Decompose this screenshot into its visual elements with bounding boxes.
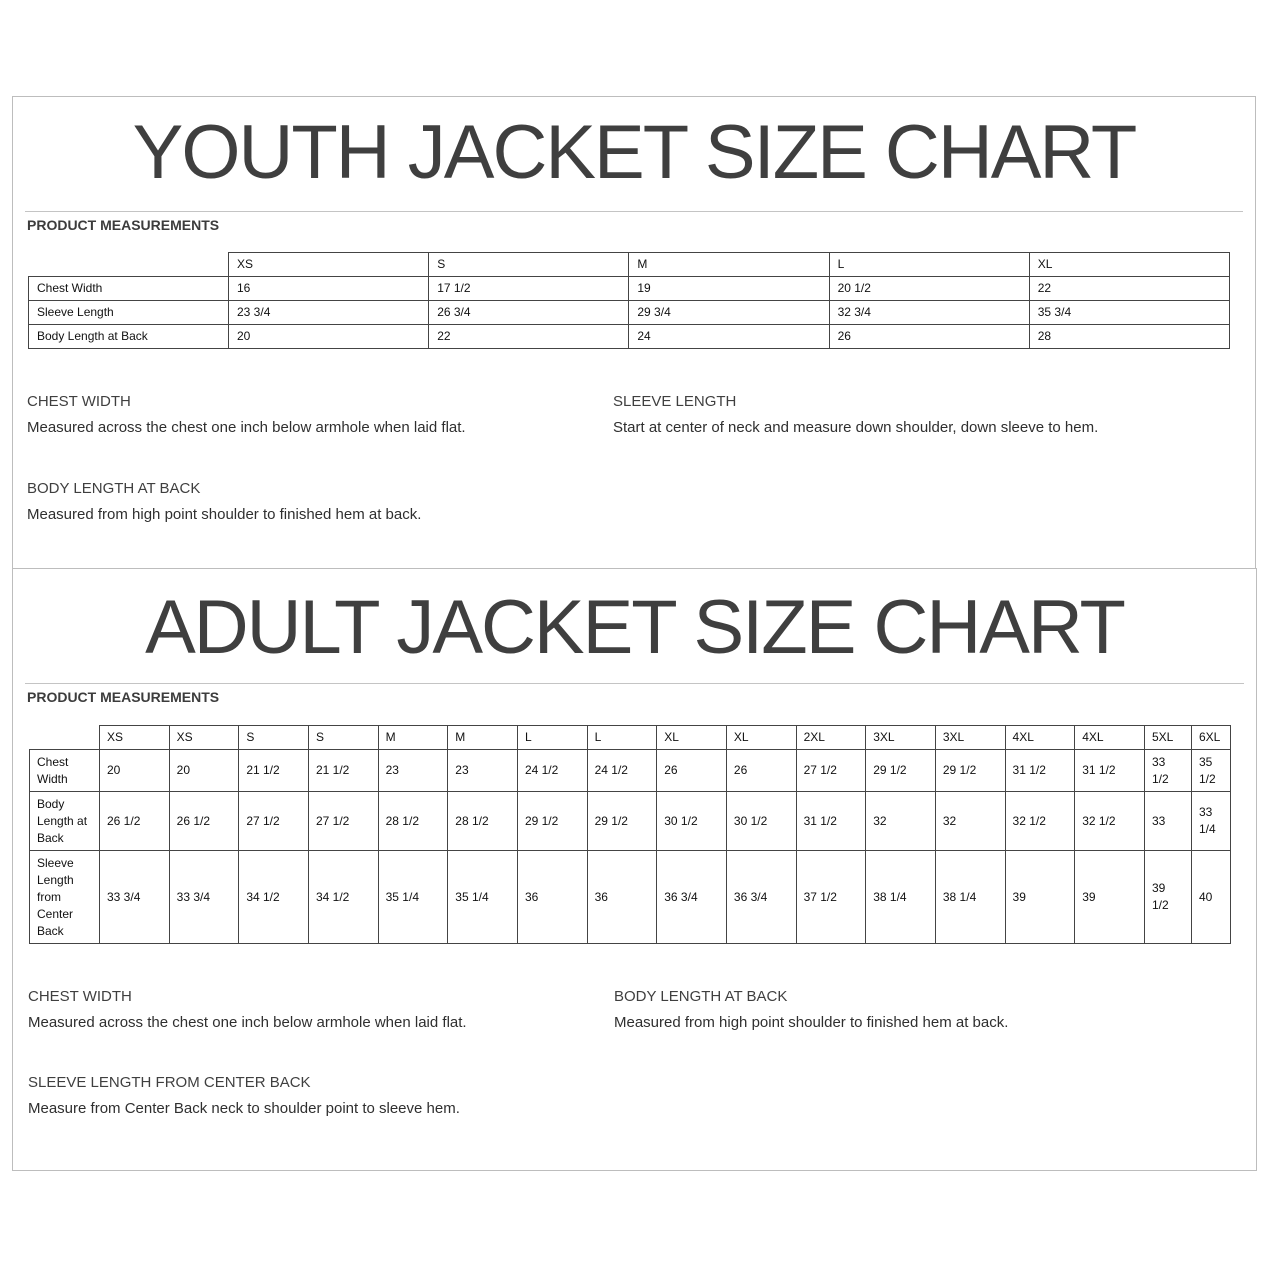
row-label: Chest Width <box>29 277 229 301</box>
size-header-cell: M <box>629 253 829 277</box>
size-header-cell: XL <box>726 726 796 750</box>
table-cell: 21 1/2 <box>308 750 378 792</box>
size-header-cell: 3XL <box>866 726 936 750</box>
size-header-cell: 5XL <box>1145 726 1192 750</box>
table-cell: 39 <box>1075 851 1145 944</box>
table-cell: 33 1/4 <box>1192 792 1231 851</box>
table-cell: 24 <box>629 325 829 349</box>
youth-title-divider <box>25 211 1243 212</box>
size-header-cell: S <box>308 726 378 750</box>
definition-text: Measured across the chest one inch below armhole when laid flat. <box>28 1014 467 1031</box>
size-header-cell: L <box>587 726 657 750</box>
adult-title-divider <box>25 683 1244 684</box>
table-cell: 17 1/2 <box>429 277 629 301</box>
table-cell: 26 <box>829 325 1029 349</box>
table-cell: 27 1/2 <box>796 750 866 792</box>
table-cell: 20 <box>169 750 239 792</box>
table-cell: 32 3/4 <box>829 301 1029 325</box>
table-cell: 35 3/4 <box>1029 301 1229 325</box>
definition-heading: SLEEVE LENGTH <box>613 393 737 410</box>
size-header-cell: S <box>239 726 309 750</box>
size-header-cell: 4XL <box>1075 726 1145 750</box>
table-cell: 29 1/2 <box>517 792 587 851</box>
row-label: Body Length at Back <box>29 325 229 349</box>
table-cell: 33 3/4 <box>169 851 239 944</box>
table-cell: 36 <box>517 851 587 944</box>
table-cell: 22 <box>429 325 629 349</box>
table-cell: 27 1/2 <box>308 792 378 851</box>
definition-text: Measured from high point shoulder to finished hem at back. <box>27 506 422 523</box>
table-row <box>30 792 1231 851</box>
size-header-cell: L <box>829 253 1029 277</box>
size-header-cell: 3XL <box>935 726 1005 750</box>
table-cell: 26 1/2 <box>100 792 170 851</box>
table-cell: 29 3/4 <box>629 301 829 325</box>
table-cell: 28 <box>1029 325 1229 349</box>
definition-text: Measured across the chest one inch below armhole when laid flat. <box>27 419 466 436</box>
adult-def-chest-width <box>28 988 588 1031</box>
table-cell: 20 <box>229 325 429 349</box>
table-cell: 19 <box>629 277 829 301</box>
definition-text: Start at center of neck and measure down shoulder, down sleeve to hem. <box>613 419 1099 436</box>
table-row <box>30 851 1231 944</box>
table-cell: 26 <box>726 750 796 792</box>
table-cell: 34 1/2 <box>308 851 378 944</box>
table-cell: 32 1/2 <box>1005 792 1075 851</box>
table-cell: 26 1/2 <box>169 792 239 851</box>
size-header-cell: XS <box>229 253 429 277</box>
table-cell: 30 1/2 <box>657 792 727 851</box>
youth-chart-title: YOUTH JACKET SIZE CHART <box>132 110 1136 195</box>
table-cell: 33 <box>1145 792 1192 851</box>
table-cell: 20 <box>100 750 170 792</box>
table-cell: 24 1/2 <box>517 750 587 792</box>
table-cell: 31 1/2 <box>1005 750 1075 792</box>
table-cell: 22 <box>1029 277 1229 301</box>
table-cell: 27 1/2 <box>239 792 309 851</box>
table-cell: 35 1/4 <box>378 851 448 944</box>
table-cell: 31 1/2 <box>1075 750 1145 792</box>
definition-heading: BODY LENGTH AT BACK <box>27 480 201 497</box>
youth-size-chart-panel <box>12 96 1256 570</box>
table-cell: 38 1/4 <box>866 851 936 944</box>
size-header-cell: 2XL <box>796 726 866 750</box>
size-header-cell: L <box>517 726 587 750</box>
table-cell: 35 1/2 <box>1192 750 1231 792</box>
table-row <box>29 277 1230 301</box>
youth-product-measurements-label: PRODUCT MEASUREMENTS <box>27 217 220 233</box>
table-header-row <box>29 253 1230 277</box>
table-row <box>29 325 1230 349</box>
table-cell: 30 1/2 <box>726 792 796 851</box>
table-cell: 28 1/2 <box>378 792 448 851</box>
definition-heading: CHEST WIDTH <box>27 393 131 410</box>
table-cell: 40 <box>1192 851 1231 944</box>
table-cell: 33 3/4 <box>100 851 170 944</box>
size-header-cell: XS <box>100 726 170 750</box>
table-cell: 39 <box>1005 851 1075 944</box>
table-cell: 23 <box>448 750 518 792</box>
table-cell: 29 1/2 <box>587 792 657 851</box>
table-cell: 29 1/2 <box>935 750 1005 792</box>
table-cell: 20 1/2 <box>829 277 1029 301</box>
table-cell: 32 1/2 <box>1075 792 1145 851</box>
table-row <box>30 750 1231 792</box>
table-cell: 35 1/4 <box>448 851 518 944</box>
row-label: Chest Width <box>30 750 100 792</box>
adult-chart-title: ADULT JACKET SIZE CHART <box>145 585 1124 670</box>
youth-measurements-table <box>28 252 1230 349</box>
table-corner-cell <box>30 726 100 750</box>
table-cell: 23 <box>378 750 448 792</box>
youth-def-sleeve-length <box>613 393 1173 436</box>
table-cell: 29 1/2 <box>866 750 936 792</box>
table-corner-cell <box>29 253 229 277</box>
table-cell: 31 1/2 <box>796 792 866 851</box>
table-row <box>29 301 1230 325</box>
size-header-cell: M <box>378 726 448 750</box>
youth-def-chest-width <box>27 393 587 436</box>
table-cell: 39 1/2 <box>1145 851 1192 944</box>
adult-def-sleeve-length <box>28 1074 588 1117</box>
definition-text: Measure from Center Back neck to shoulder point to sleeve hem. <box>28 1100 460 1117</box>
row-label: Sleeve Length from Center Back <box>30 851 100 944</box>
adult-product-measurements-label: PRODUCT MEASUREMENTS <box>27 689 220 705</box>
adult-def-body-length <box>614 988 1174 1031</box>
table-cell: 38 1/4 <box>935 851 1005 944</box>
table-cell: 32 <box>866 792 936 851</box>
table-cell: 36 3/4 <box>726 851 796 944</box>
row-label: Sleeve Length <box>29 301 229 325</box>
table-cell: 36 3/4 <box>657 851 727 944</box>
size-header-cell: M <box>448 726 518 750</box>
definition-heading: BODY LENGTH AT BACK <box>614 988 788 1005</box>
size-header-cell: XL <box>657 726 727 750</box>
table-cell: 26 3/4 <box>429 301 629 325</box>
definition-heading: SLEEVE LENGTH FROM CENTER BACK <box>28 1074 311 1091</box>
table-cell: 21 1/2 <box>239 750 309 792</box>
adult-measurements-table <box>29 725 1231 944</box>
table-cell: 26 <box>657 750 727 792</box>
row-label: Body Length at Back <box>30 792 100 851</box>
definition-text: Measured from high point shoulder to finished hem at back. <box>614 1014 1009 1031</box>
size-header-cell: 4XL <box>1005 726 1075 750</box>
youth-def-body-length <box>27 480 587 523</box>
table-cell: 24 1/2 <box>587 750 657 792</box>
table-header-row <box>30 726 1231 750</box>
size-header-cell: XS <box>169 726 239 750</box>
size-header-cell: XL <box>1029 253 1229 277</box>
size-header-cell: 6XL <box>1192 726 1231 750</box>
size-header-cell: S <box>429 253 629 277</box>
table-cell: 28 1/2 <box>448 792 518 851</box>
table-cell: 33 1/2 <box>1145 750 1192 792</box>
table-cell: 23 3/4 <box>229 301 429 325</box>
table-cell: 37 1/2 <box>796 851 866 944</box>
definition-heading: CHEST WIDTH <box>28 988 132 1005</box>
table-cell: 36 <box>587 851 657 944</box>
table-cell: 32 <box>935 792 1005 851</box>
adult-size-chart-panel <box>12 568 1257 1171</box>
table-cell: 16 <box>229 277 429 301</box>
table-cell: 34 1/2 <box>239 851 309 944</box>
